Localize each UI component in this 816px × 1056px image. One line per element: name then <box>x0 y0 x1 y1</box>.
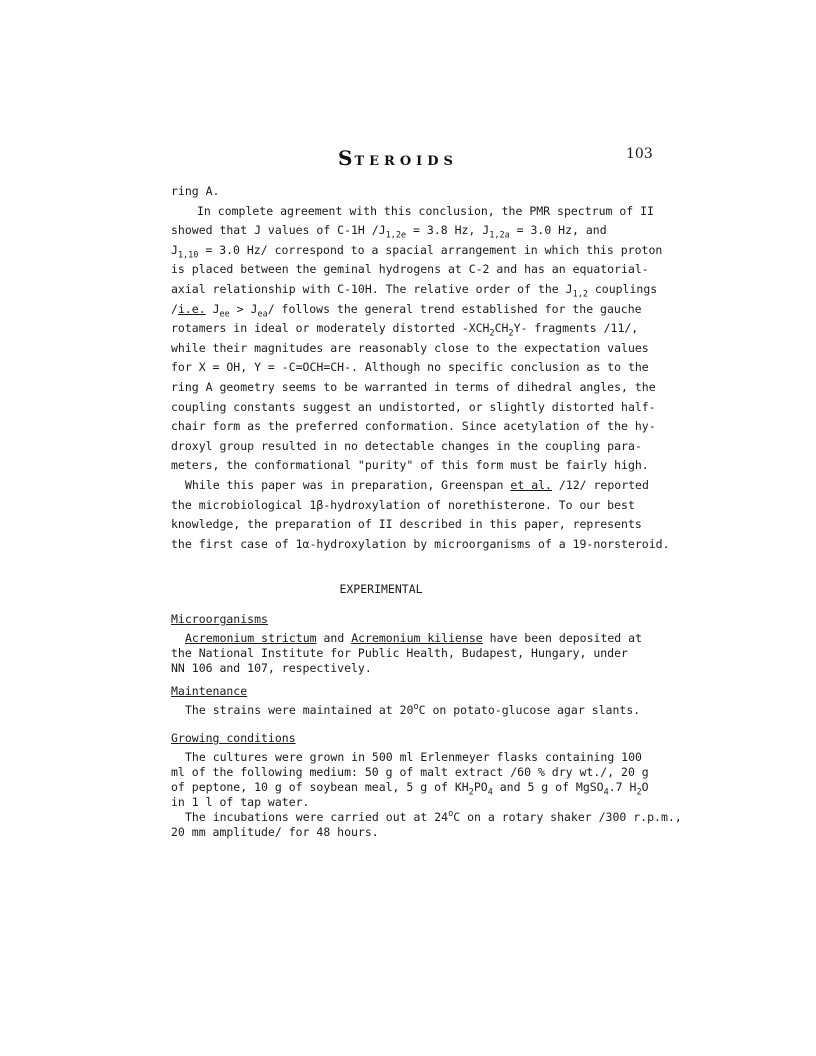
page-number: 103 <box>626 146 653 162</box>
text-line: in 1 l of tap water. <box>171 795 310 809</box>
section-microorganisms <box>171 612 691 676</box>
text-line: coupling constants suggest an undistorted, or slightly distorted half- <box>171 399 656 414</box>
text-line: /i.e. $J_{ee} > J_{ea}/$ follows the general trend established for the gauche <box>171 301 642 319</box>
section-title: Maintenance <box>171 684 248 698</box>
text-line: meters, the conformational "purity" of this form must be fairly high. <box>171 458 649 473</box>
text-line: The cultures were grown in 500 ml Erlenmeyer flasks containing 100 <box>185 750 642 764</box>
section-title: Microorganisms <box>171 612 268 626</box>
text-line: While this paper was in preparation, Greenspan et al. /12/ reported <box>185 477 649 492</box>
text-line: ml of the following medium: 50 g of malt extract /60 % dry wt./, 20 g <box>171 765 649 779</box>
section-growing-conditions <box>171 731 691 840</box>
text-line: the first case of 1α-hydroxylation by microorganisms of a 19-norsteroid. <box>171 536 670 551</box>
running-header <box>0 146 816 170</box>
text-line: the National Institute for Public Health, Budapest, Hungary, under <box>171 646 628 660</box>
text-line: axial relationship with C-10H. The relative order of the $J_{1,2}$ couplings <box>171 281 658 300</box>
text-line: The strains were maintained at 20$^o$C on potato-glucose agar slants. <box>185 702 641 717</box>
text-line: NN 106 and 107, respectively. <box>171 661 372 675</box>
text-line: The incubations were carried out at 24$^o$C on a rotary shaker /300 r.p.m., <box>185 809 682 824</box>
text-line: for X = OH, Y = -C=OCH=CH-. Although no specific conclusion as to the <box>171 360 649 375</box>
text-line: the microbiological 1β-hydroxylation of norethisterone. To our best <box>171 497 635 512</box>
text-line: ring A geometry seems to be warranted in terms of dihedral angles, the <box>171 379 656 394</box>
text-line: droxyl group resulted in no detectable changes in the coupling para- <box>171 438 642 453</box>
text-line: 20 mm amplitude/ for 48 hours. <box>171 825 379 839</box>
text-line: In complete agreement with this conclusion, the PMR spectrum of II <box>197 203 654 218</box>
text-line: showed that J values of C-1H $/J_{1,2e} = 3.8$ Hz, $J_{1,2a} = 3.0$ Hz, and <box>171 223 607 241</box>
text-line: Acremonium strictum and Acremonium kiliense have been deposited at <box>185 631 642 645</box>
text-line: ring A. <box>171 184 220 198</box>
text-line: $J_{1,10} = 3.0$ Hz/ correspond to a spacial arrangement in which this proton <box>171 242 663 261</box>
journal-name: STEROIDS <box>338 146 458 170</box>
text-line: rotamers in ideal or moderately distorted $-XCH_2CH_2Y-$ fragments /11/, <box>171 321 639 339</box>
section-maintenance <box>171 684 691 718</box>
text-line: of peptone, 10 g of soybean meal, 5 g of $KH_2PO_4$ and 5 g of MgSO$_4$.7 $H_2O$ <box>171 780 649 798</box>
experimental-heading: EXPERIMENTAL <box>339 582 423 596</box>
text-line: while their magnitudes are reasonably close to the expectation values <box>171 340 649 355</box>
body-text <box>171 182 670 554</box>
section-title: Growing conditions <box>171 731 296 745</box>
text-line: is placed between the geminal hydrogens at C-2 and has an equatorial- <box>171 262 649 277</box>
text-line: chair form as the preferred conformation. Since acetylation of the hy- <box>171 419 656 434</box>
text-line: knowledge, the preparation of II described in this paper, represents <box>171 517 642 532</box>
